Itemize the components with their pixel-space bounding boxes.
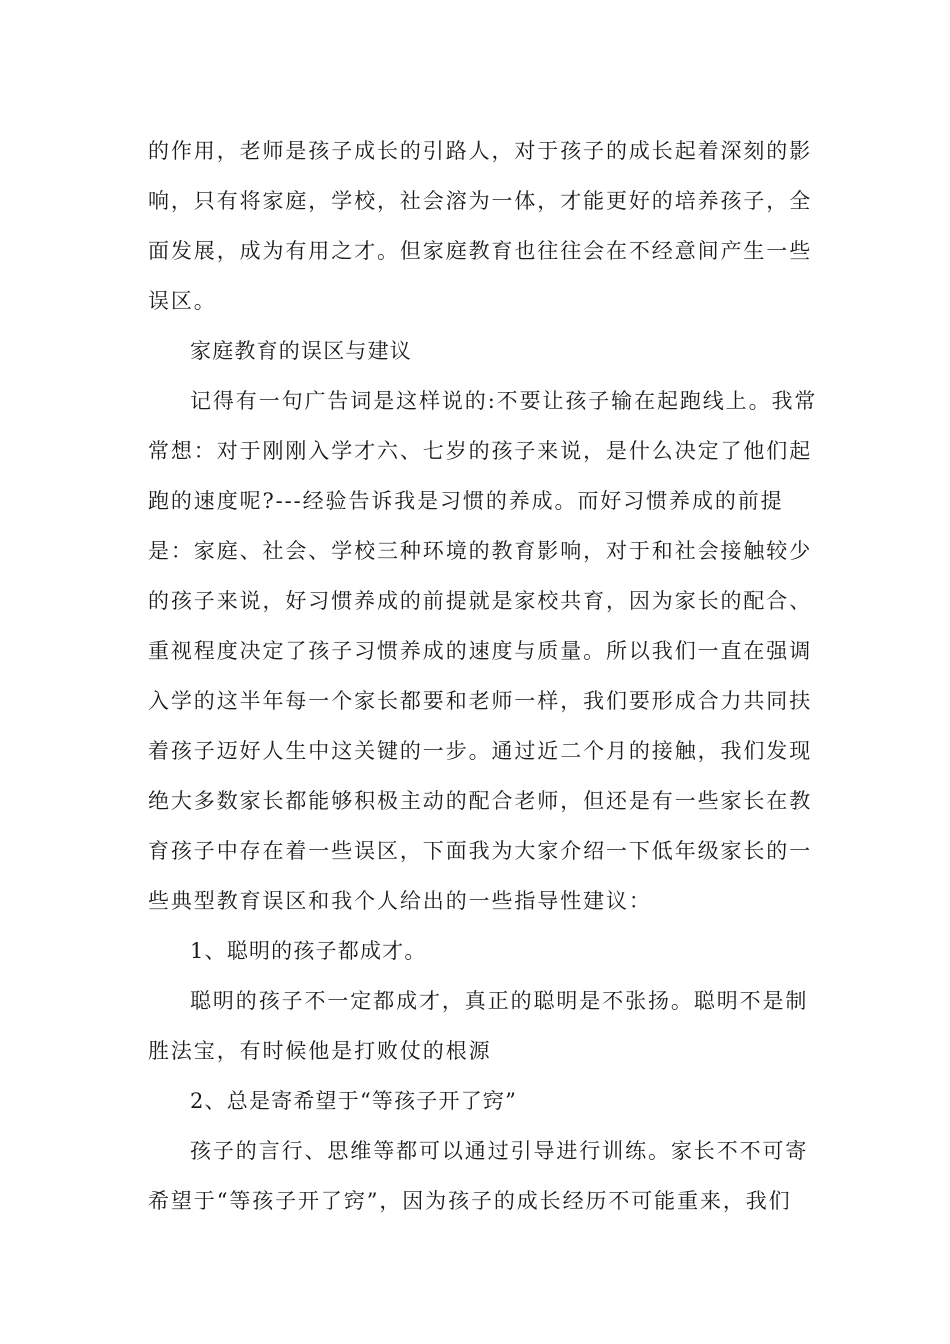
paragraph-line: 的孩子来说，好习惯养成的前提就是家校共育，因为家长的配合、 (148, 589, 813, 613)
paragraph-line: 希望于“等孩子开了窍”，因为孩子的成长经历不可能重来，我们 (148, 1189, 792, 1213)
paragraph-line: 绝大多数家长都能够积极主动的配合老师，但还是有一些家长在教 (148, 789, 813, 813)
paragraph-line: 面发展，成为有用之才。但家庭教育也往往会在不经意间产生一些 (148, 239, 813, 263)
paragraph-line: 孩子的言行、思维等都可以通过引导进行训练。家长不不可寄 (190, 1139, 809, 1163)
paragraph-line: 常想：对于刚刚入学才六、七岁的孩子来说，是什么决定了他们起 (148, 439, 813, 463)
section-heading: 家庭教育的误区与建议 (190, 339, 412, 363)
paragraph-line: 是：家庭、社会、学校三种环境的教育影响，对于和社会接触较少 (148, 539, 813, 563)
paragraph-line: 记得有一句广告词是这样说的:不要让孩子输在起跑线上。我常 (190, 389, 818, 413)
paragraph-line: 胜法宝，有时候他是打败仗的根源 (148, 1039, 492, 1063)
paragraph-line: 误区。 (148, 289, 217, 313)
paragraph-line: 聪明的孩子不一定都成才，真正的聪明是不张扬。聪明不是制 (190, 989, 809, 1013)
paragraph-line: 入学的这半年每一个家长都要和老师一样，我们要形成合力共同扶 (148, 689, 813, 713)
list-item-heading: 1、聪明的孩子都成才。 (190, 939, 427, 963)
paragraph-line: 育孩子中存在着一些误区，下面我为大家介绍一下低年级家长的一 (148, 839, 813, 863)
paragraph-line: 的作用，老师是孩子成长的引路人，对于孩子的成长起着深刻的影 (148, 139, 813, 163)
paragraph-line: 响，只有将家庭，学校，社会溶为一体，才能更好的培养孩子，全 (148, 189, 813, 213)
list-item-heading: 2、总是寄希望于“等孩子开了窍” (190, 1089, 518, 1113)
paragraph-line: 跑的速度呢?---经验告诉我是习惯的养成。而好习惯养成的前提 (148, 489, 784, 513)
paragraph-line: 重视程度决定了孩子习惯养成的速度与质量。所以我们一直在强调 (148, 639, 813, 663)
paragraph-line: 着孩子迈好人生中这关键的一步。通过近二个月的接触，我们发现 (148, 739, 813, 763)
paragraph-line: 些典型教育误区和我个人给出的一些指导性建议： (148, 889, 652, 913)
